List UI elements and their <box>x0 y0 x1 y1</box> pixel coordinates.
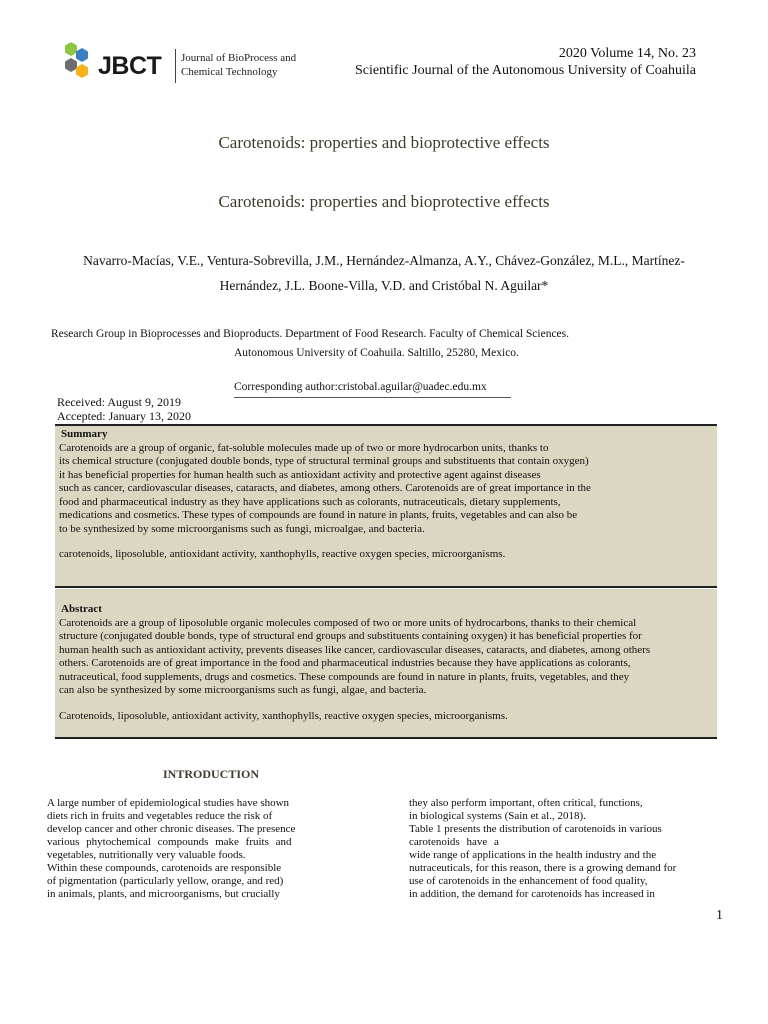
intro-right-column <box>409 797 709 901</box>
page-number: 1 <box>716 908 723 923</box>
intro-line: vegetables, nutritionally very valuable foods. <box>47 849 246 861</box>
abstract-line: Carotenoids are a group of liposoluble organic molecules composed of two or more units of hydrocarbons, thanks to their chemical <box>59 616 637 629</box>
summary-line: such as cancer, cardiovascular diseases, cataracts, and diabetes, among others. Carotenoids are of great importance in the <box>59 482 591 494</box>
intro-line: they also perform important, often critical, functions, <box>409 797 643 809</box>
summary-line: to be synthesized by some microorganisms such as fungi, microalgae, and bacteria. <box>59 522 425 535</box>
abstract-line: others. Carotenoids are of great importance in the food and pharmaceutical industries because they have applications as colorants, <box>59 657 631 669</box>
abstract-line: structure (conjugated double bonds, type of structural end groups and substituents containing oxygen) it has beneficial properties for <box>59 630 642 642</box>
summary-line: Carotenoids are a group of organic, fat-soluble molecules made up of two or more hydrocarbon units, thanks to <box>59 441 549 454</box>
article-title: Carotenoids: properties and bioprotective effects <box>218 133 550 152</box>
intro-line: various phytochemical compounds make fruits and <box>47 836 292 848</box>
intro-line: wide range of applications in the health industry and the <box>409 849 657 861</box>
abstract-box <box>55 589 717 739</box>
journal-name: Journal of BioProcess and Chemical Technology <box>181 52 297 78</box>
summary-line: its chemical structure (conjugated double bonds, type of structural terminal groups and substituents that contain oxygen) <box>59 455 589 467</box>
logo-wordmark: JBCT <box>98 52 162 80</box>
corresponding-author: Corresponding author:cristobal.aguilar@uadec.edu.mx <box>234 378 511 398</box>
intro-left-column <box>47 797 329 901</box>
intro-line: develop cancer and other chronic diseases. The presence <box>47 823 296 835</box>
author-list: Navarro-Macías, V.E., Ventura-Sobrevilla, J.M., Hernández-Almanza, A.Y., Chávez-González, M.L., Martínez- Hernández, J.L. Boone-Villa, V.D. and Cristóbal N. Aguilar* <box>83 253 685 293</box>
abstract-keywords: Carotenoids, liposoluble, antioxidant activity, xanthophylls, reactive oxygen species, microorganisms. <box>59 709 508 722</box>
logo-divider <box>175 49 176 83</box>
intro-line: carotenoids have a <box>409 836 499 848</box>
corresponding-email[interactable]: cristobal.aguilar@uadec.edu.mx <box>337 381 487 393</box>
abstract-heading: Abstract <box>61 603 102 615</box>
summary-line: food and pharmaceutical industry as they have applications such as colorants, nutraceuticals, dietary supplements, <box>59 495 561 508</box>
intro-line: A large number of epidemiological studies have shown <box>47 797 290 809</box>
intro-line: nutraceuticals, for this reason, there is a growing demand for <box>409 862 677 874</box>
intro-line: in addition, the demand for carotenoids has increased in <box>409 888 655 900</box>
summary-line: medications and cosmetics. These types of compounds are found in nature in plants, fruits, vegetables and can also be <box>59 509 578 521</box>
received-date: Received: August 9, 2019 <box>57 395 181 409</box>
summary-keywords: carotenoids, liposoluble, antioxidant activity, xanthophylls, reactive oxygen species, microorganisms. <box>59 548 506 560</box>
intro-line: in animals, plants, and microorganisms, but crucially <box>47 888 280 900</box>
hexagon-logo-icon <box>62 40 98 88</box>
intro-line: Table 1 presents the distribution of carotenoids in various <box>409 823 662 835</box>
affiliation-line-2: Autonomous University of Coahuila. Saltillo, 25280, Mexico. <box>234 347 519 359</box>
intro-line: of pigmentation (particularly yellow, orange, and red) <box>47 875 284 887</box>
journal-issue-info <box>355 45 696 79</box>
accepted-date: Accepted: January 13, 2020 <box>57 409 191 423</box>
intro-line: diets rich in fruits and vegetables reduce the risk of <box>47 810 273 822</box>
article-title-secondary: Carotenoids: properties and bioprotective effects <box>218 192 550 211</box>
summary-heading: Summary <box>61 428 108 440</box>
intro-line: Within these compounds, carotenoids are responsible <box>47 862 282 874</box>
summary-line: it has beneficial properties for human health such as antioxidant activity and protective agent against diseases <box>59 468 541 481</box>
journal-logo <box>62 40 312 88</box>
abstract-line: human health such as antioxidant activity, prevents diseases like cancer, cardiovascular diseases, cataracts, and diabetes, among others <box>59 643 651 656</box>
summary-box <box>55 424 717 588</box>
abstract-line: nutraceutical, food supplements, drugs and cosmetics. These compounds are found in nature in plants, fruits, vegetables, and they <box>59 670 630 683</box>
intro-line: use of carotenoids in the enhancement of food quality, <box>409 875 648 887</box>
introduction-heading: INTRODUCTION <box>163 767 260 781</box>
abstract-line: can also be synthesized by some microorganisms such as fungi, algae, and bacteria. <box>59 684 427 696</box>
affiliation-line-1: Research Group in Bioprocesses and Bioproducts. Department of Food Research. Faculty of Chemical Sciences. <box>51 328 570 340</box>
volume-number: 2020 Volume 14, No. 23 <box>558 46 696 61</box>
intro-line: in biological systems (Sain et al., 2018). <box>409 810 586 822</box>
publisher-name: Scientific Journal of the Autonomous University of Coahuila <box>354 63 696 78</box>
